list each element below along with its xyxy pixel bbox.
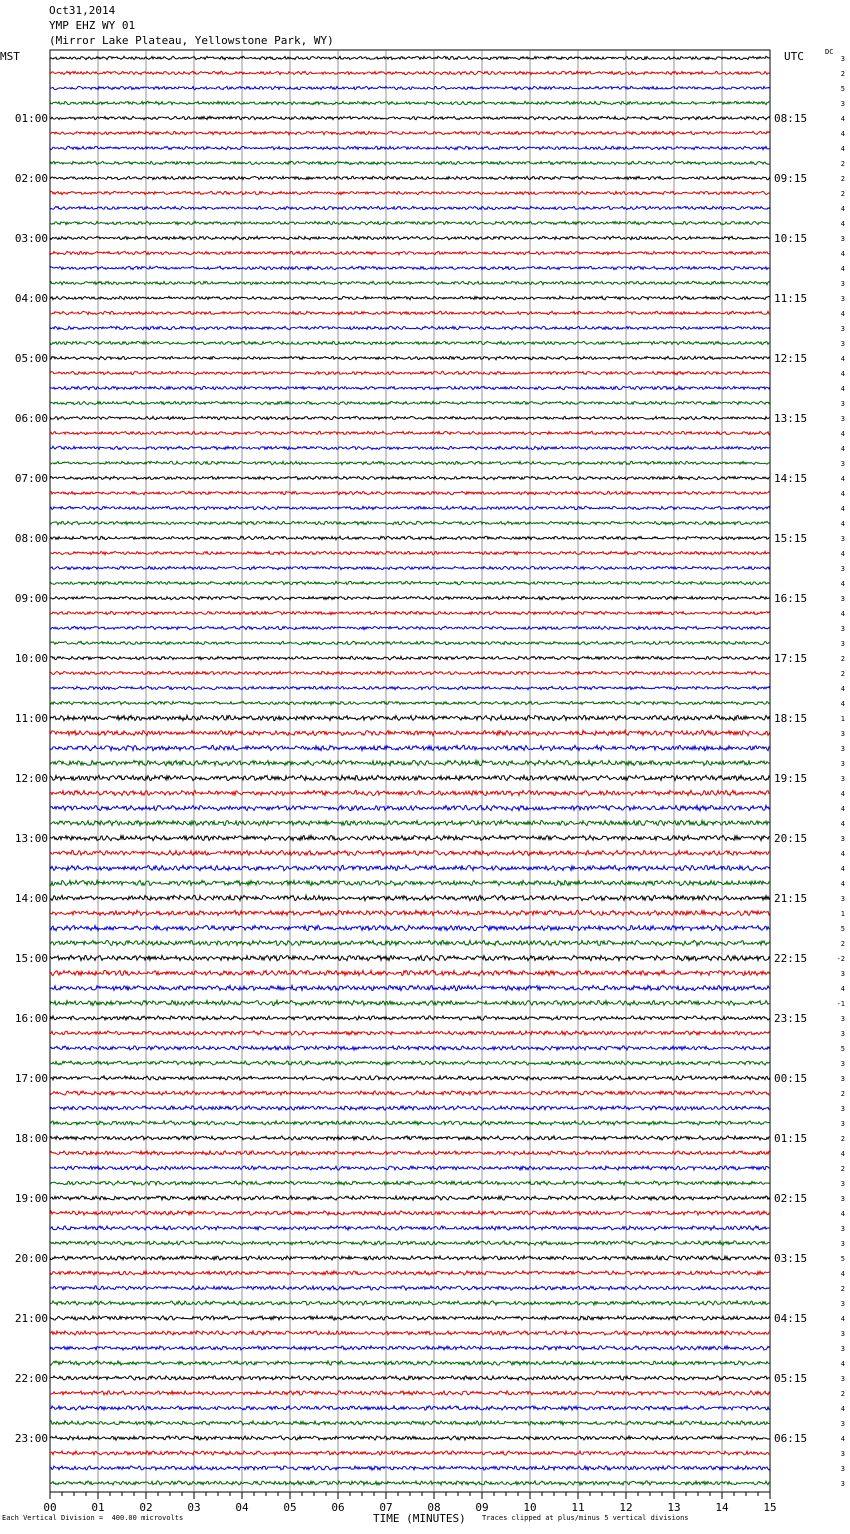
- seismic-trace: [50, 446, 770, 449]
- seismic-trace: [50, 1376, 770, 1380]
- seismic-trace: [50, 910, 770, 915]
- dc-offset-label: 4: [840, 985, 845, 993]
- dc-offset-label: 3: [840, 1030, 845, 1038]
- seismic-trace: [50, 1466, 770, 1470]
- left-hour-label: 04:00: [14, 292, 48, 305]
- dc-offset-label: 4: [840, 685, 845, 693]
- seismic-trace: [50, 1436, 770, 1440]
- x-tick-label: 04: [235, 1501, 249, 1514]
- dc-offset-label: 2: [840, 160, 845, 168]
- right-hour-label: 10:15: [774, 232, 808, 245]
- x-tick-label: 13: [667, 1501, 681, 1514]
- dc-offset-label: -1: [836, 1000, 845, 1008]
- seismic-trace: [50, 1421, 770, 1425]
- seismic-trace: [50, 1166, 770, 1170]
- x-tick-label: 14: [715, 1501, 729, 1514]
- seismic-trace: [50, 1121, 770, 1125]
- right-hour-label: 02:15: [774, 1192, 808, 1205]
- left-hour-label: 01:00: [14, 112, 48, 125]
- seismic-trace: [50, 745, 770, 750]
- seismic-trace: [50, 686, 770, 689]
- seismic-trace: [50, 506, 770, 509]
- dc-offset-label: 3: [840, 1225, 845, 1233]
- seismic-trace: [50, 1136, 770, 1140]
- seismic-trace: [50, 865, 770, 870]
- dc-offset-label: -2: [836, 955, 845, 963]
- seismic-trace: [50, 1346, 770, 1350]
- dc-offset-label: 3: [840, 1375, 845, 1383]
- left-hour-label: 02:00: [14, 172, 48, 185]
- seismic-trace: [50, 1016, 770, 1020]
- dc-offset-label: 2: [840, 1135, 845, 1143]
- location-label: (Mirror Lake Plateau, Yellowstone Park, WY): [49, 34, 334, 47]
- dc-offset-label: 3: [840, 595, 845, 603]
- dc-offset-label: 4: [840, 1210, 845, 1218]
- dc-offset-label: 4: [840, 1435, 845, 1443]
- scale-note: Each Vertical Division = 400.00 microvolts: [2, 1514, 184, 1522]
- seismic-trace: [50, 940, 770, 945]
- dc-offset-label: 3: [840, 1180, 845, 1188]
- left-hour-label: 09:00: [14, 592, 48, 605]
- dc-offset-label: 3: [840, 460, 845, 468]
- left-hour-label: 21:00: [14, 1312, 48, 1325]
- seismic-trace: [50, 176, 770, 179]
- x-tick-label: 00: [43, 1501, 57, 1514]
- seismic-trace: [50, 1256, 770, 1260]
- seismic-trace: [50, 401, 770, 404]
- dc-offset-label: 3: [840, 1240, 845, 1248]
- seismic-trace: [50, 671, 770, 674]
- seismic-trace: [50, 895, 770, 900]
- dc-offset-label: 3: [840, 295, 845, 303]
- dc-offset-label: 4: [840, 490, 845, 498]
- seismic-trace: [50, 476, 770, 479]
- seismic-trace: [50, 461, 770, 464]
- dc-offset-label: 3: [840, 1465, 845, 1473]
- dc-offset-label: 3: [840, 1195, 845, 1203]
- seismic-trace: [50, 146, 770, 149]
- right-hour-label: 23:15: [774, 1012, 808, 1025]
- dc-offset-label: 3: [840, 745, 845, 753]
- dc-offset-label: 3: [840, 280, 845, 288]
- dc-offset-label: 4: [840, 370, 845, 378]
- right-hour-label: 13:15: [774, 412, 808, 425]
- seismic-trace: [50, 1286, 770, 1290]
- left-hour-label: 14:00: [14, 892, 48, 905]
- dc-offset-label: 3: [840, 775, 845, 783]
- seismic-trace: [50, 880, 770, 885]
- seismic-trace: [50, 1211, 770, 1215]
- dc-offset-label: 4: [840, 250, 845, 258]
- dc-offset-label: 4: [840, 820, 845, 828]
- seismic-trace: [50, 1046, 770, 1050]
- seismic-trace: [50, 491, 770, 494]
- left-hour-label: 18:00: [14, 1132, 48, 1145]
- x-tick-label: 10: [523, 1501, 537, 1514]
- seismic-trace: [50, 386, 770, 389]
- dc-offset-label: 4: [840, 130, 845, 138]
- seismic-trace: [50, 131, 770, 134]
- dc-offset-label: 3: [840, 400, 845, 408]
- seismic-trace: [50, 1226, 770, 1230]
- seismic-trace: [50, 641, 770, 644]
- seismic-trace: [50, 850, 770, 855]
- right-hour-label: 18:15: [774, 712, 808, 725]
- seismic-trace: [50, 1196, 770, 1200]
- seismic-trace: [50, 1061, 770, 1065]
- seismic-trace: [50, 311, 770, 314]
- dc-offset-label: 2: [840, 940, 845, 948]
- seismic-trace: [50, 760, 770, 765]
- x-tick-label: 07: [379, 1501, 393, 1514]
- dc-offset-label: 3: [840, 235, 845, 243]
- left-hour-label: 06:00: [14, 412, 48, 425]
- dc-offset-label: 3: [840, 100, 845, 108]
- seismic-trace: [50, 656, 770, 659]
- right-hour-label: 16:15: [774, 592, 808, 605]
- x-tick-label: 12: [619, 1501, 633, 1514]
- dc-offset-label: 4: [840, 265, 845, 273]
- seismic-trace: [50, 371, 770, 374]
- left-hour-label: 11:00: [14, 712, 48, 725]
- seismic-trace: [50, 1241, 770, 1245]
- left-hour-label: 05:00: [14, 352, 48, 365]
- dc-offset-label: 3: [840, 1330, 845, 1338]
- x-tick-label: 05: [283, 1501, 297, 1514]
- seismic-trace: [50, 206, 770, 209]
- dc-offset-label: 4: [840, 385, 845, 393]
- date-label: Oct31,2014: [49, 4, 116, 17]
- x-axis-title: TIME (MINUTES): [373, 1512, 466, 1525]
- dc-offset-label: 4: [840, 850, 845, 858]
- dc-offset-label: 4: [840, 355, 845, 363]
- seismic-trace: [50, 1000, 770, 1005]
- dc-offset-label: 3: [840, 1480, 845, 1488]
- dc-offset-label: 4: [840, 115, 845, 123]
- right-timezone-label: UTC: [784, 50, 804, 63]
- dc-offset-label: 1: [840, 715, 845, 723]
- dc-offset-label: 3: [840, 1075, 845, 1083]
- seismic-trace: [50, 1481, 770, 1485]
- seismic-trace: [50, 1271, 770, 1275]
- x-tick-label: 06: [331, 1501, 345, 1514]
- dc-offset-label: 5: [840, 1045, 845, 1053]
- seismic-trace: [50, 566, 770, 569]
- station-label: YMP EHZ WY 01: [49, 19, 136, 32]
- left-hour-label: 20:00: [14, 1252, 48, 1265]
- dc-offset-label: 4: [840, 1270, 845, 1278]
- dc-offset-label: 4: [840, 220, 845, 228]
- left-hour-label: 19:00: [14, 1192, 48, 1205]
- seismic-trace: [50, 611, 770, 614]
- right-hour-label: 11:15: [774, 292, 808, 305]
- seismic-trace: [50, 1301, 770, 1305]
- dc-offset-label: 4: [840, 610, 845, 618]
- seismic-trace: [50, 551, 770, 554]
- right-hour-label: 19:15: [774, 772, 808, 785]
- left-hour-label: 22:00: [14, 1372, 48, 1385]
- seismic-trace: [50, 1406, 770, 1410]
- dc-offset-label: 3: [840, 1345, 845, 1353]
- seismic-trace: [50, 1316, 770, 1320]
- seismic-trace: [50, 56, 770, 59]
- right-hour-label: 01:15: [774, 1132, 808, 1145]
- seismic-trace: [50, 715, 770, 720]
- seismic-trace: [50, 820, 770, 825]
- seismic-trace: [50, 1451, 770, 1455]
- seismic-trace: [50, 296, 770, 299]
- seismic-trace: [50, 985, 770, 990]
- x-tick-label: 02: [139, 1501, 153, 1514]
- seismic-trace: [50, 326, 770, 329]
- dc-offset-label: 2: [840, 1390, 845, 1398]
- seismic-trace: [50, 835, 770, 840]
- right-hour-label: 04:15: [774, 1312, 808, 1325]
- seismic-trace: [50, 581, 770, 584]
- dc-offset-label: 4: [840, 1405, 845, 1413]
- left-timezone-label: MST: [0, 50, 20, 63]
- x-tick-label: 03: [187, 1501, 201, 1514]
- left-hour-label: 08:00: [14, 532, 48, 545]
- dc-offset-label: 4: [840, 475, 845, 483]
- seismic-trace: [50, 251, 770, 254]
- dc-offset-label: 3: [840, 340, 845, 348]
- dc-offset-label: 3: [840, 535, 845, 543]
- dc-offset-label: 2: [840, 670, 845, 678]
- seismic-trace: [50, 266, 770, 269]
- dc-offset-label: 4: [840, 805, 845, 813]
- dc-offset-label: 3: [840, 760, 845, 768]
- x-tick-label: 09: [475, 1501, 489, 1514]
- seismic-trace: [50, 596, 770, 599]
- right-hour-label: 15:15: [774, 532, 808, 545]
- dc-offset-label: 3: [840, 1060, 845, 1068]
- dc-offset-label: 3: [840, 325, 845, 333]
- seismic-trace: [50, 161, 770, 164]
- dc-offset-label: 4: [840, 520, 845, 528]
- dc-offset-label: 4: [840, 145, 845, 153]
- seismic-trace: [50, 1091, 770, 1095]
- dc-offset-label: 3: [840, 1420, 845, 1428]
- dc-offset-label: 4: [840, 580, 845, 588]
- seismic-trace: [50, 730, 770, 735]
- left-hour-label: 10:00: [14, 652, 48, 665]
- dc-offset-label: 2: [840, 190, 845, 198]
- seismic-trace: [50, 431, 770, 434]
- dc-offset-label: 3: [840, 625, 845, 633]
- seismic-trace: [50, 281, 770, 284]
- dc-offset-label: 4: [840, 430, 845, 438]
- dc-offset-label: 4: [840, 1150, 845, 1158]
- dc-offset-label: 5: [840, 925, 845, 933]
- right-hour-label: 09:15: [774, 172, 808, 185]
- dc-offset-label: 4: [840, 1360, 845, 1368]
- x-tick-label: 11: [571, 1501, 585, 1514]
- seismic-trace: [50, 701, 770, 704]
- seismic-trace: [50, 970, 770, 975]
- dc-offset-label: 3: [840, 1015, 845, 1023]
- seismic-trace: [50, 71, 770, 74]
- seismic-trace: [50, 775, 770, 780]
- right-hour-label: 22:15: [774, 952, 808, 965]
- left-hour-label: 16:00: [14, 1012, 48, 1025]
- left-hour-label: 23:00: [14, 1432, 48, 1445]
- dc-offset-label: 2: [840, 655, 845, 663]
- seismic-trace: [50, 1181, 770, 1185]
- right-hour-label: 12:15: [774, 352, 808, 365]
- dc-offset-label: 2: [840, 1165, 845, 1173]
- dc-offset-label: 4: [840, 445, 845, 453]
- seismic-trace: [50, 101, 770, 104]
- dc-label: DC: [825, 48, 834, 56]
- left-hour-label: 12:00: [14, 772, 48, 785]
- seismic-trace: [50, 86, 770, 89]
- dc-offset-label: 3: [840, 895, 845, 903]
- dc-offset-label: 3: [840, 730, 845, 738]
- dc-offset-label: 2: [840, 70, 845, 78]
- dc-offset-label: 4: [840, 505, 845, 513]
- x-tick-label: 01: [91, 1501, 105, 1514]
- seismic-trace: [50, 116, 770, 119]
- left-hour-label: 17:00: [14, 1072, 48, 1085]
- seismic-trace: [50, 626, 770, 629]
- seismic-trace: [50, 1076, 770, 1080]
- dc-offset-label: 4: [840, 1315, 845, 1323]
- seismic-trace: [50, 955, 770, 960]
- left-hour-label: 07:00: [14, 472, 48, 485]
- dc-offset-label: 2: [840, 1090, 845, 1098]
- right-hour-label: 05:15: [774, 1372, 808, 1385]
- right-hour-label: 17:15: [774, 652, 808, 665]
- dc-offset-label: 5: [840, 1255, 845, 1263]
- right-hour-label: 06:15: [774, 1432, 808, 1445]
- seismic-trace: [50, 221, 770, 224]
- right-hour-label: 20:15: [774, 832, 808, 845]
- seismic-trace: [50, 1361, 770, 1365]
- dc-offset-label: 1: [840, 910, 845, 918]
- seismic-trace: [50, 521, 770, 524]
- seismic-trace: [50, 1151, 770, 1155]
- dc-offset-label: 4: [840, 310, 845, 318]
- seismic-trace: [50, 416, 770, 419]
- seismic-trace: [50, 805, 770, 810]
- left-hour-label: 13:00: [14, 832, 48, 845]
- right-hour-label: 00:15: [774, 1072, 808, 1085]
- seismic-trace: [50, 191, 770, 194]
- dc-offset-label: 3: [840, 970, 845, 978]
- clip-note: Traces clipped at plus/minus 5 vertical divisions: [482, 1514, 689, 1522]
- dc-offset-label: 5: [840, 85, 845, 93]
- plot-frame: [50, 50, 770, 1492]
- x-tick-label: 08: [427, 1501, 441, 1514]
- left-hour-label: 15:00: [14, 952, 48, 965]
- seismic-trace: [50, 1331, 770, 1335]
- dc-offset-label: 3: [840, 565, 845, 573]
- seismic-trace: [50, 356, 770, 359]
- right-hour-label: 08:15: [774, 112, 808, 125]
- right-hour-label: 21:15: [774, 892, 808, 905]
- x-tick-label: 15: [763, 1501, 777, 1514]
- dc-offset-label: 3: [840, 1450, 845, 1458]
- dc-offset-label: 3: [840, 835, 845, 843]
- dc-offset-label: 3: [840, 1300, 845, 1308]
- dc-offset-label: 2: [840, 1285, 845, 1293]
- seismic-trace: [50, 790, 770, 795]
- right-hour-label: 14:15: [774, 472, 808, 485]
- dc-offset-label: 3: [840, 55, 845, 63]
- dc-offset-label: 2: [840, 175, 845, 183]
- seismic-trace: [50, 925, 770, 930]
- seismic-trace: [50, 1391, 770, 1395]
- left-hour-label: 03:00: [14, 232, 48, 245]
- seismic-trace: [50, 236, 770, 239]
- seismic-trace: [50, 536, 770, 539]
- dc-offset-label: 4: [840, 790, 845, 798]
- dc-offset-label: 4: [840, 880, 845, 888]
- right-hour-label: 03:15: [774, 1252, 808, 1265]
- seismic-trace: [50, 341, 770, 344]
- seismic-trace: [50, 1031, 770, 1035]
- dc-offset-label: 3: [840, 640, 845, 648]
- dc-offset-label: 4: [840, 865, 845, 873]
- dc-offset-label: 4: [840, 700, 845, 708]
- dc-offset-label: 3: [840, 415, 845, 423]
- dc-offset-label: 3: [840, 1105, 845, 1113]
- dc-offset-label: 4: [840, 205, 845, 213]
- seismic-trace: [50, 1106, 770, 1110]
- dc-offset-label: 4: [840, 550, 845, 558]
- dc-offset-label: 3: [840, 1120, 845, 1128]
